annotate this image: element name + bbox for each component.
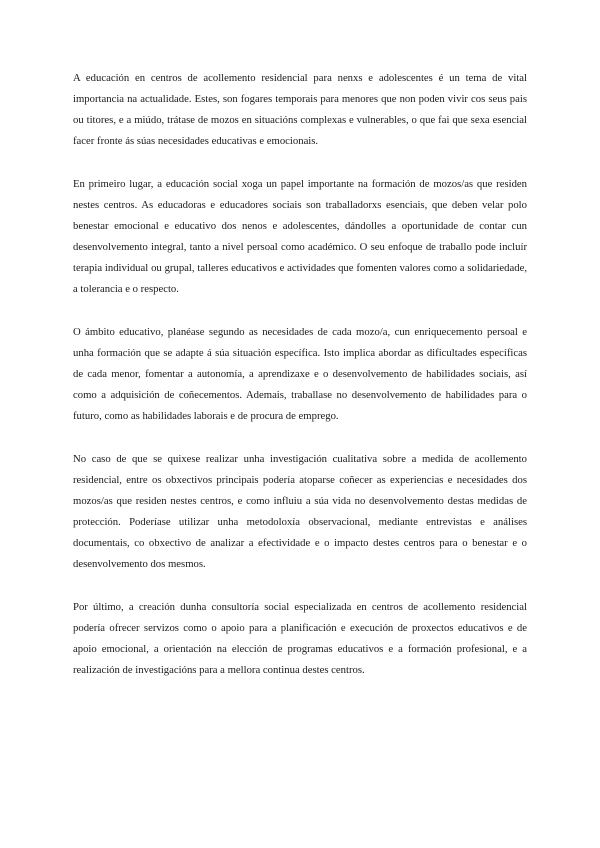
paragraph-consultancy: Por último, a creación dunha consultoría social especializada en centros de acollemento residencial podería ofrecer servizos como o apoio para a planificación e execución de proxectos educativos e de apoio emocional, a orientación na elección de programas educativos e a formación profesional, e a realización de investigacións para a mellora continua destes centros.: [73, 601, 527, 676]
paragraph-intro: A educación en centros de acollemento residencial para nenxs e adolescentes é un tema de vital importancia na actualidade. Estes, son fogares temporais para menores que non poden vivir cos seus pais ou titores, e a miúdo, trátase de mozos en situacións complexas e vulnerables, o que fai que sexa esencial facer fronte ás súas necesidades educativas e emocionais.: [73, 72, 527, 147]
paragraph-social-education: En primeiro lugar, a educación social xoga un papel importante na formación de mozos/as que residen nestes centros. As educadoras e educadores sociais son traballadorxs esenciais, que deben velar polo benestar emocional e educativo dos nenos e adolescentes, dándolles a oportunidade de contar cun desenvolvemento integral, tanto a nivel persoal como académico. O seu enfoque de traballo pode incluír terapia individual ou grupal, talleres educativos e actividades que fomenten valores como a solidariedade, a tolerancia e o respecto.: [73, 178, 527, 295]
paragraph-qualitative-research: No caso de que se quixese realizar unha investigación cualitativa sobre a medida de acollemento residencial, entre os obxectivos principais podería atoparse coñecer as experiencias e necesidades dos mozos/as que residen nestes centros, e como influiu a súa vida no desenvolvemento destas medidas de protección. Poderíase utilizar unha metodoloxía observacional, mediante entrevistas e análises documentais, co obxectivo de analizar a efectividade e o impacto destes centros para o benestar e o desenvolvemento dos mesmos.: [73, 453, 527, 570]
paragraph-educational-scope: O ámbito educativo, planéase segundo as necesidades de cada mozo/a, cun enriquecemento persoal e unha formación que se adapte á súa situación específica. Isto implica abordar as dificultades específicas de cada menor, fomentar a autonomía, a aprendizaxe e o desenvolvemento de habilidades sociais, así como a adquisición de coñecementos. Ademais, traballase no desenvolvemento de habilidades para o futuro, como as habilidades laborais e de procura de emprego.: [73, 326, 527, 422]
document-body: [73, 68, 527, 703]
